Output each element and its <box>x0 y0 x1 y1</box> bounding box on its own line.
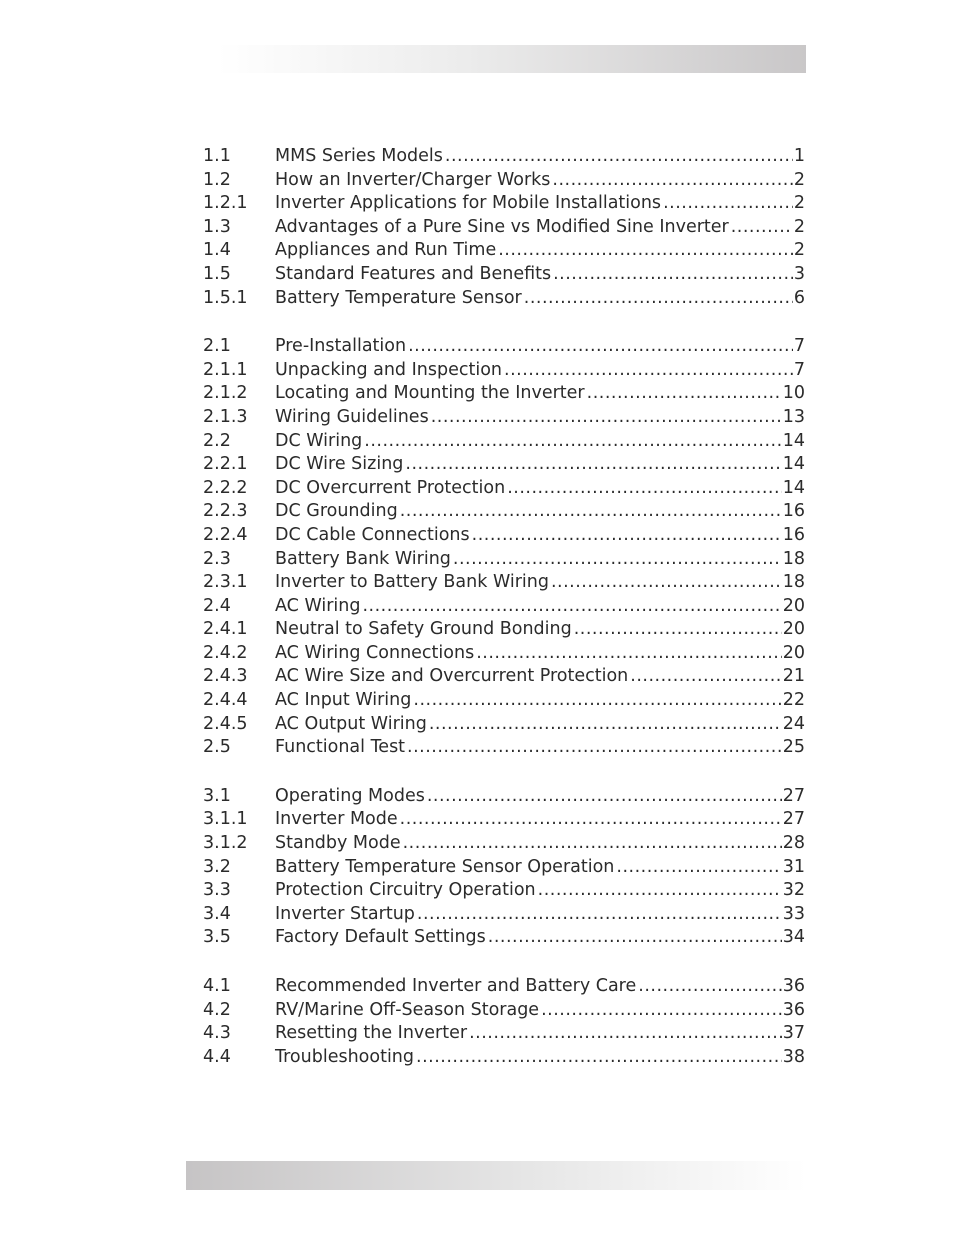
toc-entry-number: 4.3 <box>203 1023 231 1044</box>
toc-dot-leader <box>538 879 782 903</box>
toc-entry-page-number: 2 <box>793 240 805 261</box>
toc-entry-number: 2.2.2 <box>203 477 248 498</box>
toc-entry-title: Battery Temperature Sensor Operation <box>275 856 615 877</box>
toc-entry[interactable] <box>203 382 805 406</box>
toc-entry[interactable] <box>203 477 805 501</box>
toc-entry-number: 2.5 <box>203 737 231 758</box>
toc-entry-title: Factory Default Settings <box>275 927 486 948</box>
toc-dot-leader <box>630 665 781 689</box>
toc-entry-page-number: 20 <box>782 595 805 616</box>
toc-entry-number: 2.4.5 <box>203 713 248 734</box>
toc-entry-number: 2.4.2 <box>203 642 248 663</box>
toc-entry-title: Troubleshooting <box>275 1046 415 1067</box>
toc-dot-leader <box>400 808 782 832</box>
toc-entry-number: 2.3 <box>203 548 231 569</box>
toc-entry[interactable] <box>203 571 805 595</box>
toc-entry[interactable] <box>203 548 805 572</box>
toc-entry-page-number: 7 <box>793 336 805 357</box>
toc-section <box>203 785 805 950</box>
toc-entry[interactable] <box>203 1046 805 1070</box>
toc-dot-leader <box>498 239 793 263</box>
toc-entry-page-number: 32 <box>782 880 805 901</box>
toc-entry-number: 2.2 <box>203 430 231 451</box>
toc-dot-leader <box>417 903 782 927</box>
toc-entry-title: Recommended Inverter and Battery Care <box>275 976 637 996</box>
toc-entry-title: Battery Temperature Sensor <box>275 287 522 308</box>
toc-entry-number: 1.3 <box>203 216 231 237</box>
toc-entry[interactable] <box>203 216 805 240</box>
toc-entry-page-number: 14 <box>782 430 805 451</box>
toc-section <box>203 975 805 1069</box>
footer-gradient-band <box>186 1161 806 1190</box>
toc-entry[interactable] <box>203 975 805 999</box>
toc-entry-number: 4.4 <box>203 1046 231 1067</box>
toc-entry-page-number: 36 <box>782 999 805 1020</box>
toc-entry-number: 2.2.3 <box>203 501 248 522</box>
toc-entry-title: DC Overcurrent Protection <box>275 477 506 498</box>
toc-entry-number: 2.1.2 <box>203 383 248 404</box>
toc-entry-title: Inverter to Battery Bank Wiring <box>275 572 549 593</box>
toc-entry[interactable] <box>203 406 805 430</box>
toc-entry-number: 2.4 <box>203 595 231 616</box>
toc-entry-number: 1.5 <box>203 263 231 284</box>
toc-dot-leader <box>403 832 782 856</box>
toc-entry-number: 2.4.1 <box>203 619 248 640</box>
toc-entry-number: 2.2.1 <box>203 454 248 475</box>
toc-entry[interactable] <box>203 903 805 927</box>
toc-entry[interactable] <box>203 524 805 548</box>
toc-entry-page-number: 36 <box>782 976 805 996</box>
toc-entry[interactable] <box>203 145 805 169</box>
toc-entry-page-number: 38 <box>782 1046 805 1067</box>
toc-entry[interactable] <box>203 808 805 832</box>
toc-entry-number: 3.5 <box>203 927 231 948</box>
toc-entry-title: How an Inverter/Charger Works <box>275 169 551 190</box>
toc-entry-title: Inverter Startup <box>275 903 415 924</box>
toc-entry[interactable] <box>203 239 805 263</box>
toc-entry[interactable] <box>203 430 805 454</box>
toc-entry-number: 2.4.4 <box>203 690 248 711</box>
toc-entry-number: 2.1.3 <box>203 406 248 427</box>
toc-dot-leader <box>507 477 782 501</box>
toc-dot-leader <box>429 713 782 737</box>
toc-entry[interactable] <box>203 618 805 642</box>
toc-entry-number: 2.1 <box>203 336 231 357</box>
toc-entry-number: 2.4.3 <box>203 666 248 687</box>
toc-entry-page-number: 25 <box>782 737 805 758</box>
toc-entry[interactable] <box>203 335 805 359</box>
toc-entry-title: Functional Test <box>275 737 406 758</box>
toc-entry-title: Appliances and Run Time <box>275 240 497 261</box>
toc-dot-leader <box>364 430 781 454</box>
toc-entry-number: 3.1.2 <box>203 833 248 854</box>
toc-entry[interactable] <box>203 287 805 311</box>
toc-entry-title: AC Wiring Connections <box>275 642 475 663</box>
toc-entry[interactable] <box>203 453 805 477</box>
toc-entry-title: Operating Modes <box>275 785 425 806</box>
toc-entry-number: 3.2 <box>203 856 231 877</box>
toc-entry-page-number: 16 <box>782 501 805 522</box>
toc-entry[interactable] <box>203 999 805 1023</box>
toc-entry-title: Advantages of a Pure Sine vs Modified Sine Inverter <box>275 216 729 237</box>
toc-dot-leader <box>476 642 782 666</box>
toc-entry-page-number: 14 <box>782 454 805 475</box>
toc-entry[interactable] <box>203 642 805 666</box>
toc-dot-leader <box>445 145 793 169</box>
toc-entry-title: Pre-Installation <box>275 336 407 357</box>
toc-entry-title: Neutral to Safety Ground Bonding <box>275 619 572 640</box>
toc-entry[interactable] <box>203 500 805 524</box>
toc-entry-title: DC Cable Connections <box>275 524 470 545</box>
toc-entry-number: 3.1.1 <box>203 809 248 830</box>
toc-section <box>203 145 805 310</box>
toc-dot-leader <box>616 856 781 880</box>
toc-entry-title: DC Grounding <box>275 501 398 522</box>
toc-entry[interactable] <box>203 879 805 903</box>
toc-entry-number: 4.2 <box>203 999 231 1020</box>
toc-dot-leader <box>453 548 782 572</box>
toc-entry-page-number: 10 <box>782 383 805 404</box>
toc-dot-leader <box>405 453 781 477</box>
toc-entry-page-number: 2 <box>793 193 805 214</box>
toc-dot-leader <box>553 263 793 287</box>
toc-entry-number: 2.3.1 <box>203 572 248 593</box>
toc-entry-number: 3.1 <box>203 785 231 806</box>
toc-entry-page-number: 2 <box>793 169 805 190</box>
toc-entry-number: 1.4 <box>203 240 231 261</box>
toc-entry-page-number: 27 <box>782 785 805 806</box>
toc-dot-leader <box>541 999 782 1023</box>
toc-dot-leader <box>587 382 782 406</box>
toc-entry-page-number: 20 <box>782 619 805 640</box>
toc-entry-title: Inverter Applications for Mobile Installations <box>275 193 662 214</box>
toc-dot-leader <box>408 335 793 359</box>
toc-entry-page-number: 37 <box>782 1023 805 1044</box>
toc-entry-page-number: 34 <box>782 927 805 948</box>
toc-dot-leader <box>416 1046 782 1070</box>
toc-dot-leader <box>663 192 793 216</box>
toc-entry-number: 1.2.1 <box>203 193 248 214</box>
toc-dot-leader <box>413 689 781 713</box>
toc-entry-page-number: 14 <box>782 477 805 498</box>
toc-entry-page-number: 28 <box>782 833 805 854</box>
toc-entry-page-number: 3 <box>793 263 805 284</box>
toc-entry-title: Protection Circuitry Operation <box>275 880 536 901</box>
toc-entry[interactable] <box>203 665 805 689</box>
toc-entry-number: 1.2 <box>203 169 231 190</box>
toc-entry[interactable] <box>203 785 805 809</box>
toc-entry[interactable] <box>203 192 805 216</box>
toc-entry-page-number: 20 <box>782 642 805 663</box>
toc-entry-title: Wiring Guidelines <box>275 406 429 427</box>
toc-entry-page-number: 33 <box>782 903 805 924</box>
toc-dot-leader <box>427 785 782 809</box>
toc-dot-leader <box>400 500 782 524</box>
toc-entry-number: 1.1 <box>203 146 231 166</box>
toc-entry-page-number: 31 <box>782 856 805 877</box>
toc-entry-title: AC Output Wiring <box>275 713 427 734</box>
toc-entry[interactable] <box>203 1022 805 1046</box>
toc-entry-number: 2.2.4 <box>203 524 248 545</box>
toc-entry-page-number: 27 <box>782 809 805 830</box>
toc-entry-title: DC Wiring <box>275 430 363 451</box>
toc-entry-title: Standard Features and Benefits <box>275 263 552 284</box>
toc-entry-page-number: 22 <box>782 690 805 711</box>
toc-entry-title: DC Wire Sizing <box>275 454 404 475</box>
toc-entry-page-number: 7 <box>793 359 805 380</box>
toc-dot-leader <box>574 618 782 642</box>
toc-dot-leader <box>552 169 792 193</box>
toc-entry-page-number: 1 <box>793 146 805 166</box>
toc-entry-title: Inverter Mode <box>275 809 398 830</box>
toc-entry-page-number: 6 <box>793 287 805 308</box>
toc-entry-page-number: 18 <box>782 548 805 569</box>
toc-entry[interactable] <box>203 689 805 713</box>
toc-dot-leader <box>524 287 793 311</box>
table-of-contents <box>203 145 805 1094</box>
toc-entry[interactable] <box>203 713 805 737</box>
toc-entry-page-number: 13 <box>782 406 805 427</box>
toc-entry-title: Standby Mode <box>275 833 401 854</box>
toc-entry-title: Locating and Mounting the Inverter <box>275 383 585 404</box>
toc-dot-leader <box>504 359 793 383</box>
toc-dot-leader <box>362 595 781 619</box>
toc-entry-title: Battery Bank Wiring <box>275 548 451 569</box>
toc-entry-title: AC Wiring <box>275 595 361 616</box>
toc-dot-leader <box>469 1022 782 1046</box>
toc-entry-page-number: 2 <box>793 216 805 237</box>
toc-entry-page-number: 21 <box>782 666 805 687</box>
toc-entry[interactable] <box>203 359 805 383</box>
toc-entry[interactable] <box>203 169 805 193</box>
toc-entry-number: 3.3 <box>203 880 231 901</box>
toc-entry-title: AC Input Wiring <box>275 690 412 711</box>
toc-dot-leader <box>488 926 782 950</box>
toc-section <box>203 335 805 760</box>
toc-entry[interactable] <box>203 832 805 856</box>
toc-entry-title: AC Wire Size and Overcurrent Protection <box>275 666 629 687</box>
toc-entry-title: RV/Marine Off-Season Storage <box>275 999 540 1020</box>
toc-entry-page-number: 16 <box>782 524 805 545</box>
toc-entry[interactable] <box>203 856 805 880</box>
toc-entry-title: Unpacking and Inspection <box>275 359 502 380</box>
toc-dot-leader <box>731 216 793 240</box>
toc-entry-page-number: 24 <box>782 713 805 734</box>
toc-dot-leader <box>551 571 782 595</box>
toc-entry[interactable] <box>203 263 805 287</box>
toc-entry-number: 3.4 <box>203 903 231 924</box>
toc-entry[interactable] <box>203 926 805 950</box>
toc-entry[interactable] <box>203 595 805 619</box>
toc-entry-title: MMS Series Models <box>275 146 443 166</box>
toc-entry-title: Resetting the Inverter <box>275 1023 468 1044</box>
toc-entry-number: 1.5.1 <box>203 287 248 308</box>
toc-dot-leader <box>638 975 781 999</box>
header-gradient-band <box>186 45 806 73</box>
toc-entry-page-number: 18 <box>782 572 805 593</box>
toc-entry-number: 2.1.1 <box>203 359 248 380</box>
toc-entry-number: 4.1 <box>203 976 231 996</box>
toc-dot-leader <box>431 406 782 430</box>
toc-dot-leader <box>407 736 782 760</box>
toc-dot-leader <box>472 524 782 548</box>
toc-entry[interactable] <box>203 736 805 760</box>
